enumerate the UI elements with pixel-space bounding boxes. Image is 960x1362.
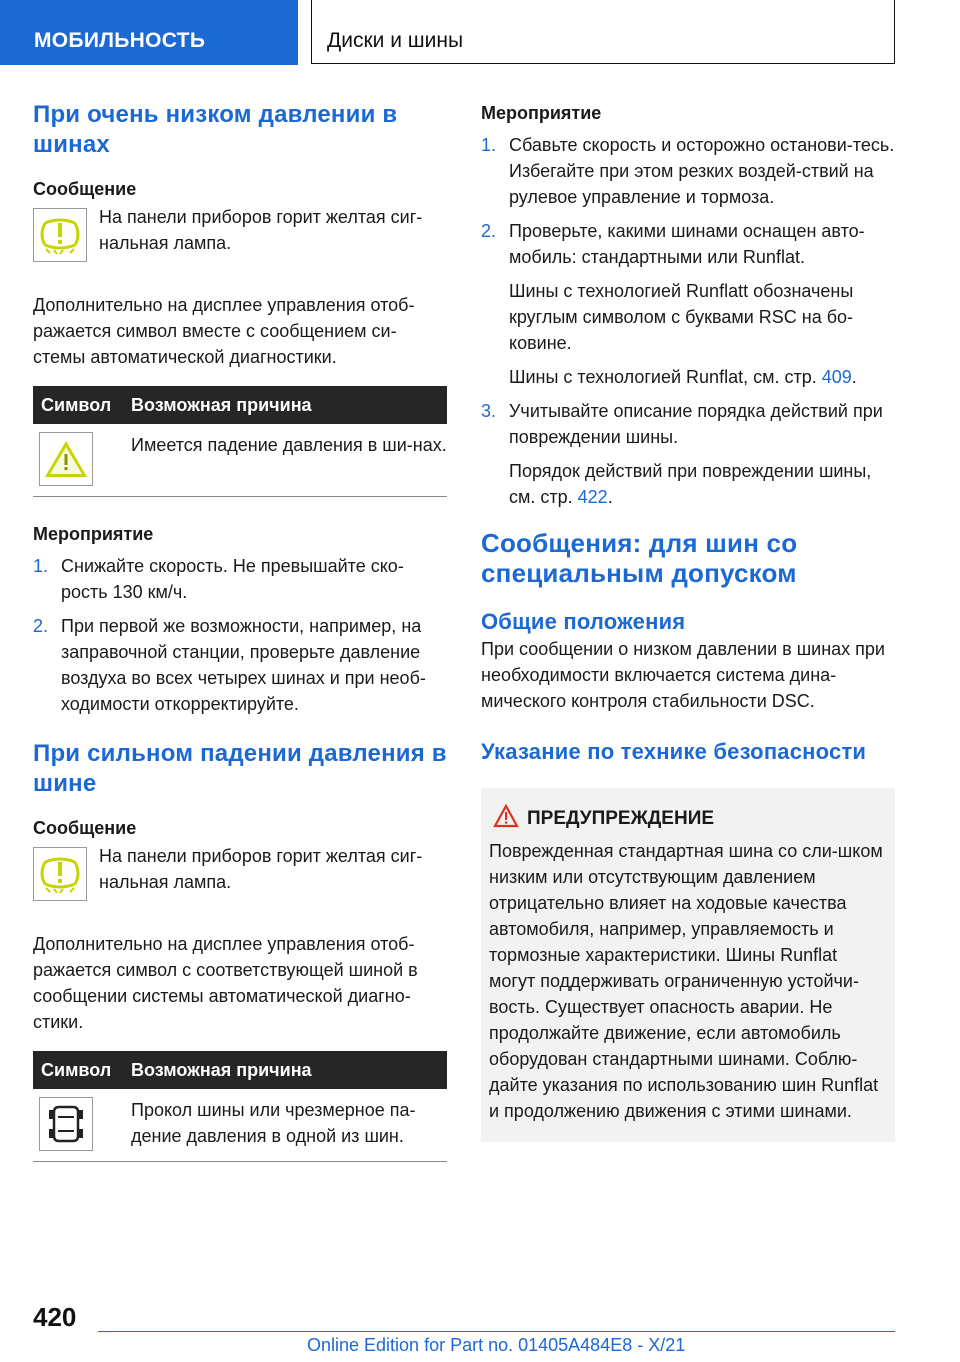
right-column	[481, 100, 895, 1142]
message-text: На панели приборов горит желтая сиг-нальная лампа.	[99, 207, 423, 253]
warning-box	[481, 788, 895, 1142]
symbol-table	[33, 1051, 447, 1162]
heading-general: Общие положения	[481, 609, 686, 634]
list-item: 1. Снижайте скорость. Не превышайте ско-рость 130 км/ч.	[33, 556, 404, 602]
section-title: МОБИЛЬНОСТЬ	[34, 29, 206, 52]
general-text: При сообщении о низком давлении в шинах при необходимости включается система дина-мического контроля стабильности DSC.	[481, 639, 885, 711]
page-link-409[interactable]: 409	[821, 367, 852, 387]
message-block	[33, 847, 447, 917]
message-text: На панели приборов горит желтая сиг-нальная лампа.	[99, 846, 423, 892]
note-text: Шины с технологией Runflat, см. стр. 409.	[509, 367, 857, 387]
warning-triangle-icon	[493, 804, 519, 828]
measures-label: Мероприятие	[33, 524, 154, 544]
measures-list	[481, 132, 895, 510]
car-tire-icon	[39, 1097, 93, 1151]
tire-pressure-warning-icon	[33, 208, 87, 262]
col-cause: Возможная причина	[123, 1051, 447, 1089]
warning-triangle-icon	[39, 432, 93, 486]
display-text: Дополнительно на дисплее управления отоб-ражается символ с соответствующей шиной в сообщении системы автоматической диагно-стики.	[33, 934, 418, 1032]
heading-special-tires: Сообщения: для шин со специальным допуском	[481, 528, 798, 588]
message-label: Сообщение	[33, 818, 137, 838]
display-text: Дополнительно на дисплее управления отоб-ражается символ вместе с сообщением си-стемы автоматической диагностики.	[33, 295, 415, 367]
section-tab	[0, 0, 298, 65]
col-symbol: Символ	[33, 386, 123, 424]
page-number: 420	[33, 1302, 77, 1332]
left-column	[33, 100, 447, 1162]
cause-text: Прокол шины или чрезмерное па-дение давления в одной из шин.	[123, 1089, 447, 1162]
measures-list	[33, 553, 447, 717]
page-link-422[interactable]: 422	[577, 487, 608, 507]
list-item: 3. Учитывайте описание порядка действий при повреждении шины. Порядок действий при повреждении шины, см. стр. 422.	[481, 398, 895, 510]
list-item: 1. Сбавьте скорость и осторожно останови-тесь. Избегайте при этом резких воздей-ствий на рулевое управление и тормоза.	[481, 135, 895, 207]
heading-safety: Указание по технике безопасности	[481, 739, 867, 764]
warning-text: Поврежденная стандартная шина со сли-шком низким или отсутствующим давлением отрицательно влияет на ходовые качества автомобиля, например, управляемость и тормозные характеристики. Шины Runflat могут поддерживать ограниченную устойчи-вость. Существует опасность аварии. Не продолжайте движение, если автомобиль оборудован стандартными шинами. Соблю-дайте указания по использованию шин Runflat и продолжению движения с этими шинами.	[489, 841, 883, 1121]
tire-pressure-warning-icon	[33, 847, 87, 901]
col-cause: Возможная причина	[123, 386, 447, 424]
chapter-title: Диски и шины	[327, 29, 464, 52]
cause-text: Имеется падение давления в ши-нах.	[123, 424, 447, 497]
footer-divider	[98, 1331, 895, 1332]
edition-text: Online Edition for Part no. 01405A484E8 - X/21	[307, 1335, 686, 1355]
heading-strong-pressure-drop: При сильном падении давления в шине	[33, 740, 447, 797]
list-item: 2. Проверьте, какими шинами оснащен авто-мобиль: стандартными или Runflat. Шины с технологией Runflatt обозначены круглым символом с буквами RSC на бо-ковине. Шины с технологией Runflat, см. стр. 409.	[481, 218, 895, 390]
symbol-table	[33, 386, 447, 497]
warning-title: ПРЕДУПРЕЖДЕНИЕ	[527, 808, 887, 830]
heading-very-low-pressure: При очень низком давлении в шинах	[33, 101, 398, 158]
measures-label: Мероприятие	[481, 103, 602, 123]
note-text: Порядок действий при повреждении шины, см. стр. 422.	[509, 461, 872, 507]
col-symbol: Символ	[33, 1051, 123, 1089]
list-item: 2. При первой же возможности, например, на заправочной станции, проверьте давление воздуха во всех четырех шинах и при необ-ходимости откорректируйте.	[33, 616, 426, 714]
note-text: Шины с технологией Runflatt обозначены круглым символом с буквами RSC на бо-ковине.	[509, 281, 854, 353]
message-block	[33, 208, 447, 278]
message-label: Сообщение	[33, 179, 137, 199]
chapter-box	[311, 0, 895, 64]
